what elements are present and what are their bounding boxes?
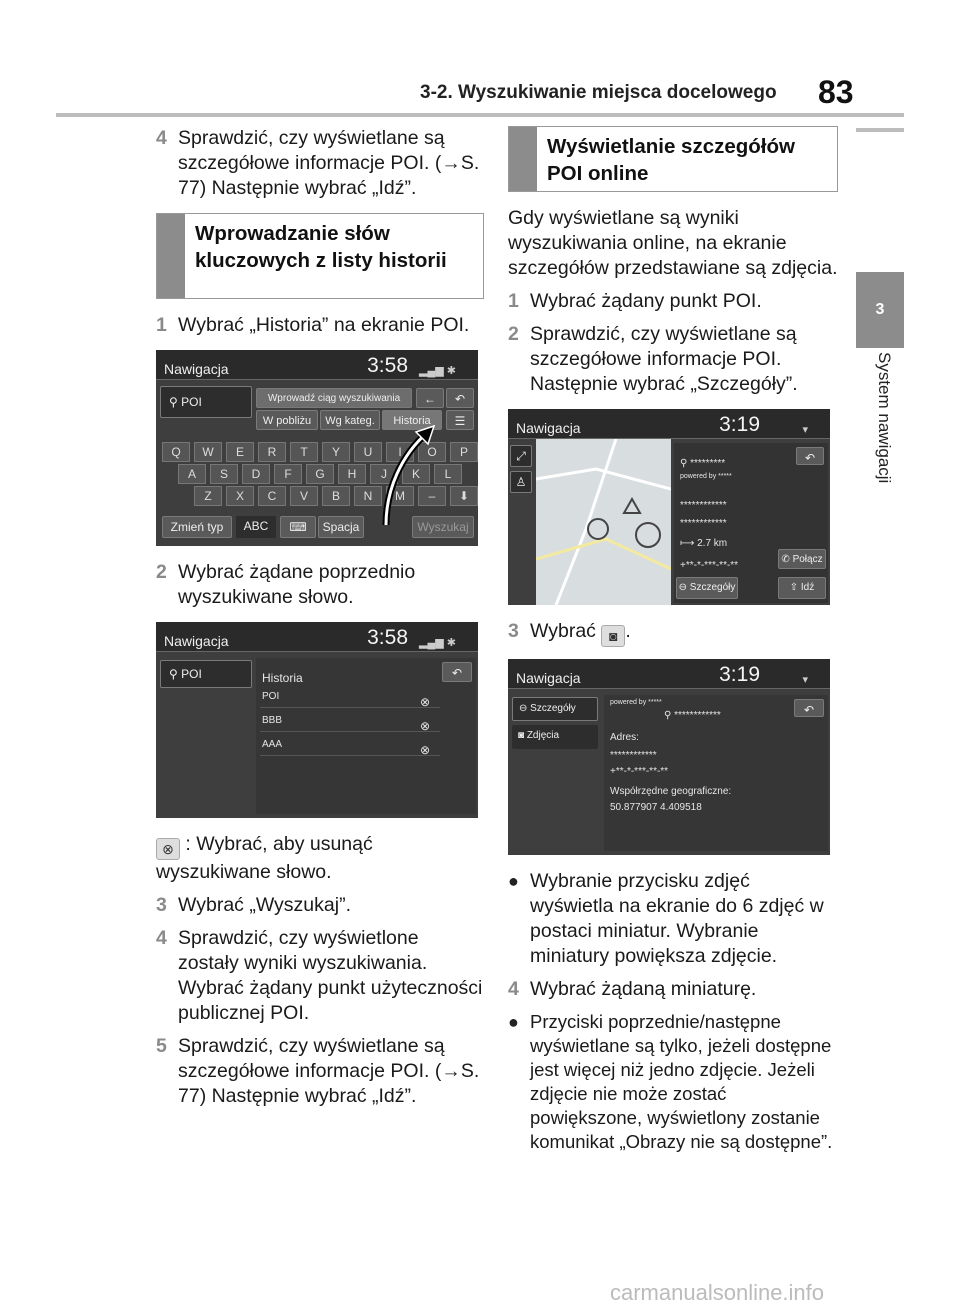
- screenshot-keyboard: [156, 350, 478, 546]
- key[interactable]: H: [338, 464, 366, 484]
- tab-nearby[interactable]: W pobliżu: [256, 410, 318, 430]
- step-text: Sprawdzić, czy wyświetlane są szczegółowe informacje POI. (→S. 77) Następnie wybrać „Idź”.: [178, 1035, 480, 1107]
- key[interactable]: Q: [162, 442, 190, 462]
- step-number: 3: [156, 894, 167, 916]
- key[interactable]: Y: [322, 442, 350, 462]
- go-icon: ⇧: [789, 582, 801, 593]
- bullet-item: [508, 1010, 838, 1154]
- history-item[interactable]: BBB: [260, 710, 440, 732]
- section-bar: [157, 214, 185, 298]
- key[interactable]: R: [258, 442, 286, 462]
- search-button[interactable]: Wyszukaj: [412, 516, 474, 538]
- bullet-text: Wybranie przycisku zdjęć wyświetla na ekranie do 6 zdjęć w postaci miniatur. Wybranie miniatury powiększa zdjęcie.: [530, 870, 824, 967]
- details-panel: [604, 695, 828, 851]
- delete-icon[interactable]: ⊗: [420, 695, 431, 709]
- poi-name-text: *********: [690, 458, 726, 469]
- history-item[interactable]: AAA: [260, 734, 440, 756]
- details-label: Szczegóły: [689, 582, 736, 593]
- delete-icon[interactable]: ⊗: [420, 743, 431, 757]
- camera-icon: ◙: [518, 730, 527, 741]
- side-rule: [856, 128, 904, 132]
- phone-number: +**-*-***-**-**: [680, 560, 739, 571]
- key[interactable]: U: [354, 442, 382, 462]
- section-heading: [508, 126, 838, 192]
- call-button[interactable]: [778, 549, 826, 569]
- coordinates-value: 50.877907 4.409518: [610, 802, 702, 813]
- distance-icon: ⟼: [680, 538, 698, 549]
- poi-name-text: ************: [674, 710, 721, 721]
- key[interactable]: N: [354, 486, 382, 506]
- icon-note-text: : Wybrać, aby usunąć wyszukiwane słowo.: [156, 833, 373, 883]
- person-icon[interactable]: ♙: [510, 471, 532, 493]
- go-button[interactable]: [778, 577, 826, 599]
- step: [156, 560, 484, 610]
- minus-icon: ⊖: [519, 703, 531, 714]
- key[interactable]: –: [418, 486, 446, 506]
- app-title: Nawigacja: [516, 420, 581, 436]
- key[interactable]: B: [322, 486, 350, 506]
- poi-label: POI: [181, 667, 202, 681]
- key[interactable]: S: [210, 464, 238, 484]
- step-number: 5: [156, 1035, 167, 1057]
- tab-details-label: Szczegóły: [530, 703, 576, 714]
- header-rule: [56, 113, 904, 117]
- tab-history[interactable]: Historia: [382, 410, 442, 430]
- step: [508, 322, 838, 397]
- poi-button[interactable]: [160, 386, 252, 418]
- screenshot-map-details: [508, 409, 830, 605]
- step-number: 1: [508, 290, 519, 312]
- app-title: Nawigacja: [164, 361, 229, 377]
- back-icon[interactable]: ↶: [442, 662, 472, 682]
- powered-by: powered by *****: [680, 473, 732, 480]
- step-text: Wybrać „Historia” na ekranie POI.: [178, 314, 470, 336]
- call-label: Połącz: [792, 554, 823, 565]
- step: [508, 977, 838, 1002]
- icon-note: [156, 832, 484, 885]
- delete-icon: ⊗: [156, 838, 180, 860]
- pin-icon: ⚲: [664, 710, 675, 721]
- key[interactable]: V: [290, 486, 318, 506]
- period: .: [625, 620, 631, 642]
- pin-icon: ⚲: [680, 458, 691, 469]
- step: [156, 926, 484, 1026]
- signal-icon: ▂▄▆ ✱: [419, 365, 456, 377]
- chapter-tab: 3: [856, 272, 904, 348]
- step-number: 1: [156, 314, 167, 336]
- watermark: carmanualsonline.info: [610, 1280, 825, 1305]
- back-icon[interactable]: ↶: [794, 699, 824, 717]
- step-number: 4: [508, 978, 519, 1000]
- screenshot-history: [156, 622, 478, 818]
- tab-photos[interactable]: [512, 725, 598, 749]
- app-title: Nawigacja: [164, 633, 229, 649]
- status-bar: [156, 350, 478, 380]
- tab-category[interactable]: Wg kateg.: [320, 410, 380, 430]
- step: [156, 893, 484, 918]
- phone-icon: ✆: [781, 554, 793, 565]
- step: [508, 289, 838, 314]
- running-header: 3-2. Wyszukiwanie miejsca docelowego: [420, 82, 777, 103]
- bullet-text: Przyciski poprzednie/następne wyświetlane są tylko, jeżeli dostępne jest więcej niż jedno zdjęcie. Jeżeli zdjęcie nie może zostać powiększone, wyświetlony zostanie komunikat „Obrazy nie są dostępne”.: [530, 1011, 833, 1152]
- expand-icon[interactable]: ⤢: [510, 445, 532, 467]
- map-view[interactable]: [536, 439, 671, 605]
- key[interactable]: E: [226, 442, 254, 462]
- tab-photos-label: Zdjęcia: [526, 730, 560, 741]
- key[interactable]: C: [258, 486, 286, 506]
- clock: 3:19: [719, 413, 760, 436]
- space-button[interactable]: Spacja: [318, 516, 364, 538]
- chapter-label: System nawigacji: [875, 352, 894, 484]
- step-text: Sprawdzić, czy wyświetlane są szczegółowe informacje POI. (→S. 77) Następnie wybrać „Idź”.: [178, 127, 480, 199]
- change-type-button[interactable]: Zmień typ: [162, 516, 232, 538]
- go-label: Idź: [800, 582, 815, 593]
- signal-icon: ▾: [802, 424, 808, 436]
- coordinates-label: Współrzędne geograficzne:: [610, 786, 732, 797]
- key[interactable]: K: [402, 464, 430, 484]
- history-item[interactable]: POI: [260, 686, 440, 708]
- key[interactable]: X: [226, 486, 254, 506]
- section-bar: [509, 127, 537, 191]
- search-input[interactable]: Wprowadź ciąg wyszukiwania: [256, 388, 412, 408]
- pointer-arrow: [376, 420, 446, 530]
- signal-icon: ▾: [802, 674, 808, 686]
- clock: 3:19: [719, 663, 760, 686]
- key[interactable]: D: [242, 464, 270, 484]
- right-column: [508, 126, 838, 1162]
- address-value: ************: [610, 750, 657, 761]
- key[interactable]: I: [386, 442, 414, 462]
- key[interactable]: J: [370, 464, 398, 484]
- step: [156, 126, 484, 201]
- step-text: Sprawdzić, czy wyświetlane są szczegółowe informacje POI. Następnie wybrać „Szczegóły”.: [530, 323, 798, 395]
- key[interactable]: M: [386, 486, 414, 506]
- phone-number: +**-*-***-**-**: [610, 766, 669, 777]
- section-heading: [156, 213, 484, 299]
- key[interactable]: F: [274, 464, 302, 484]
- key[interactable]: Z: [194, 486, 222, 506]
- step-text: Wybrać żądaną miniaturę.: [530, 978, 757, 1000]
- key[interactable]: O: [418, 442, 446, 462]
- step-number: 3: [508, 620, 519, 642]
- step-number: 4: [156, 127, 167, 149]
- status-bar: [156, 622, 478, 652]
- list-icon[interactable]: ☰: [446, 410, 474, 430]
- poi-name: [664, 703, 721, 728]
- screenshot-photos: [508, 659, 830, 855]
- bullet-icon: ●: [508, 871, 519, 891]
- step-text: Wybrać żądany punkt POI.: [530, 290, 762, 312]
- powered-by: powered by *****: [610, 699, 662, 706]
- status-bar: [508, 409, 830, 439]
- signal-icon: ▂▄▆ ✱: [419, 637, 456, 649]
- address-label: Adres:: [610, 732, 639, 743]
- delete-icon[interactable]: ⊗: [420, 719, 431, 733]
- left-column: [156, 126, 484, 1117]
- details-button[interactable]: [676, 577, 738, 599]
- app-title: Nawigacja: [516, 670, 581, 686]
- poi-button[interactable]: [160, 660, 252, 688]
- key[interactable]: A: [178, 464, 206, 484]
- history-panel: [256, 658, 476, 814]
- history-title: Historia: [262, 671, 303, 685]
- step: [156, 1034, 484, 1109]
- key[interactable]: G: [306, 464, 334, 484]
- down-arrow-icon[interactable]: ⬇: [450, 486, 478, 506]
- key[interactable]: L: [434, 464, 462, 484]
- step: [156, 313, 484, 338]
- backspace-icon[interactable]: ←: [416, 388, 444, 408]
- tab-details[interactable]: [512, 697, 598, 721]
- bullet-icon: ●: [508, 1012, 519, 1032]
- pin-icon: ⚲: [169, 395, 182, 409]
- details-panel: [674, 443, 828, 603]
- step-text: Wybrać: [530, 620, 596, 642]
- back-icon[interactable]: ↶: [796, 447, 824, 465]
- key[interactable]: W: [194, 442, 222, 462]
- step-number: 2: [156, 561, 167, 583]
- page-number: 83: [818, 74, 854, 110]
- detail-line: ************: [680, 500, 727, 511]
- section-title: Wprowadzanie słów kluczowych z listy historii: [195, 222, 447, 272]
- step-text: Wybrać żądane poprzednio wyszukiwane słowo.: [178, 561, 416, 608]
- poi-label: POI: [181, 395, 202, 409]
- clock: 3:58: [367, 354, 408, 377]
- section-title: Wyświetlanie szczegółów POI online: [547, 135, 795, 185]
- camera-icon: ◙: [601, 625, 625, 647]
- minus-icon: ⊖: [678, 582, 690, 593]
- step-number: 4: [156, 927, 167, 949]
- map-roads: [536, 439, 671, 605]
- intro-paragraph: Gdy wyświetlane są wyniki wyszukiwania online, na ekranie szczegółów przedstawiane są zdjęcia.: [508, 207, 838, 279]
- step-text: Sprawdzić, czy wyświetlone zostały wyniki wyszukiwania. Wybrać żądany punkt użyteczności publicznej POI.: [178, 927, 483, 1024]
- clock: 3:58: [367, 626, 408, 649]
- step: [508, 619, 838, 647]
- key[interactable]: T: [290, 442, 318, 462]
- step-text: Wybrać „Wyszukaj”.: [178, 894, 351, 916]
- back-icon[interactable]: ↶: [446, 388, 474, 408]
- key[interactable]: P: [450, 442, 478, 462]
- detail-line: ************: [680, 518, 727, 529]
- distance-text: 2.7 km: [697, 538, 728, 549]
- abc-label: ABC: [236, 516, 276, 538]
- keyboard-icon[interactable]: ⌨: [280, 516, 316, 538]
- step-number: 2: [508, 323, 519, 345]
- bullet-item: [508, 869, 838, 969]
- status-bar: [508, 659, 830, 689]
- pin-icon: ⚲: [169, 667, 182, 681]
